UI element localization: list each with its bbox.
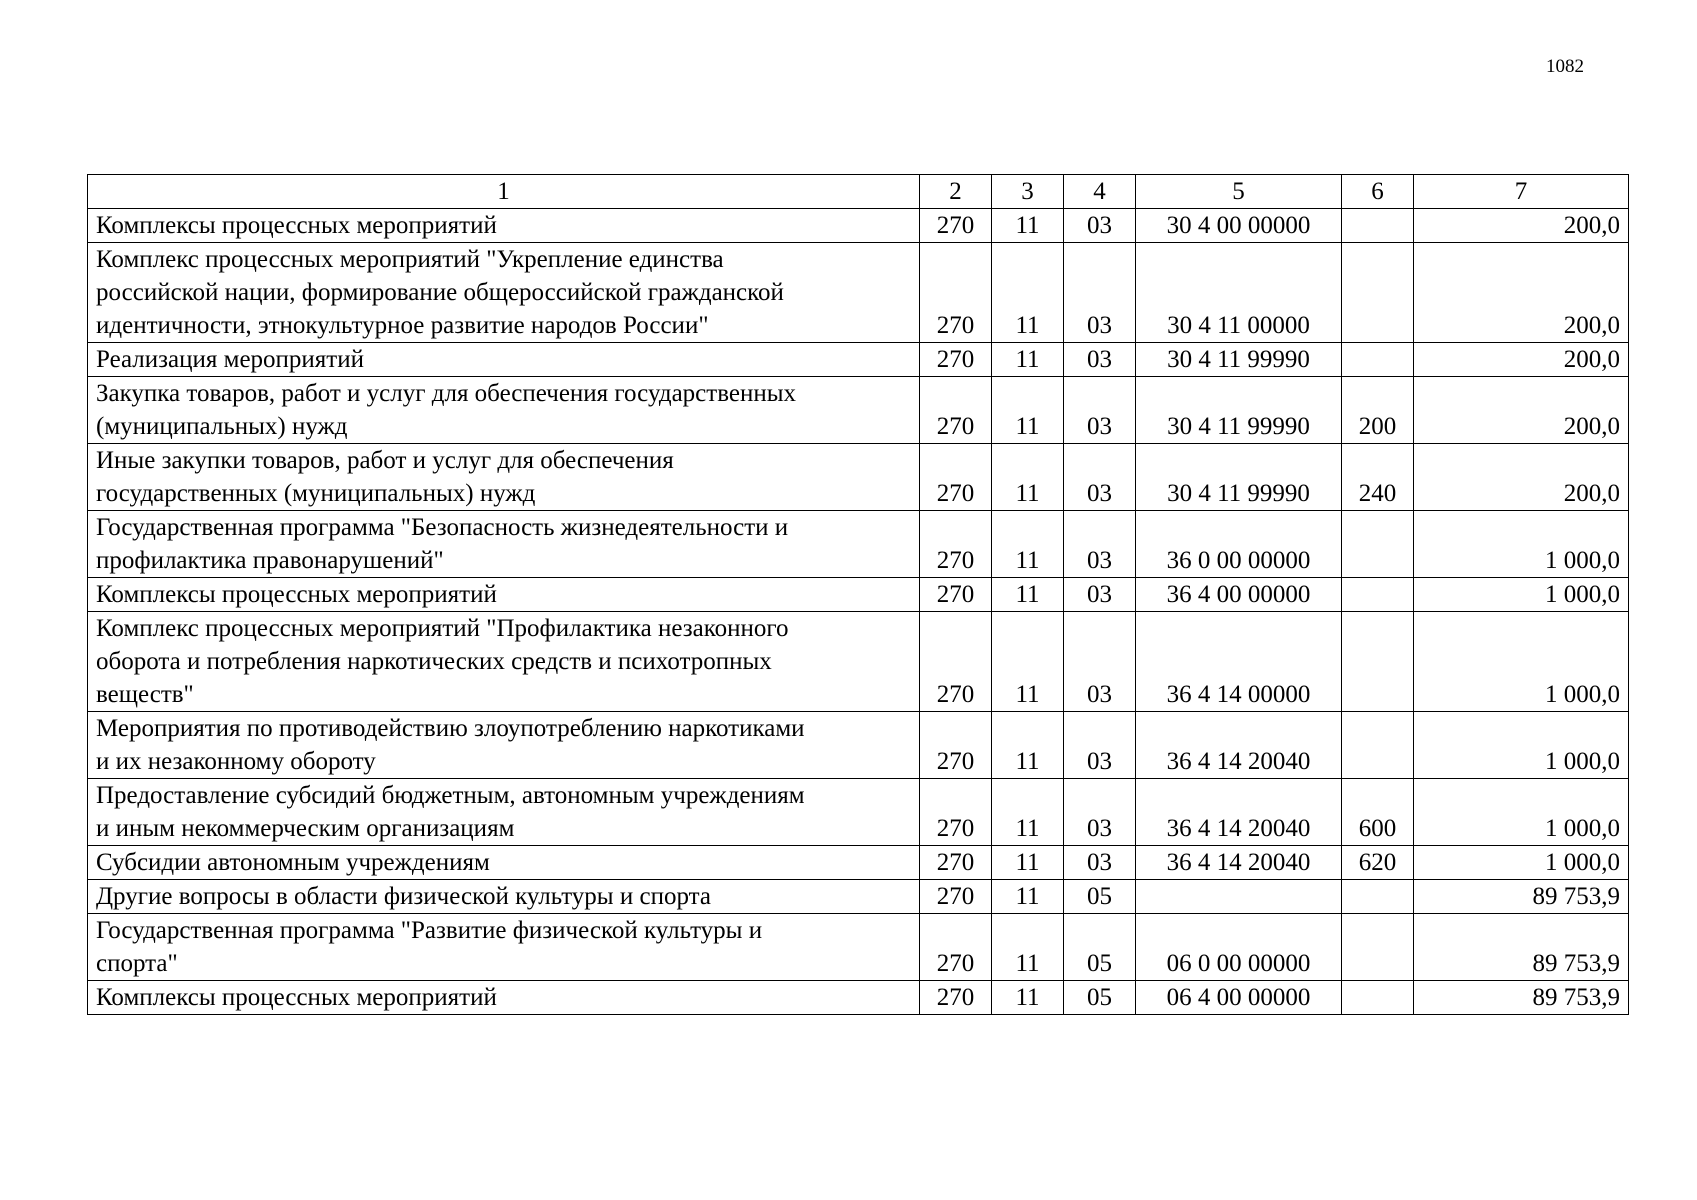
cell-name-line: Иные закупки товаров, работ и услуг для обеспечения <box>96 447 674 474</box>
column-header: 1 <box>88 175 920 209</box>
cell-subsection: 03 <box>1064 712 1136 779</box>
cell-ved: 270 <box>920 444 992 511</box>
table-row <box>88 209 1629 243</box>
cell-section: 11 <box>992 578 1064 612</box>
cell-ved: 270 <box>920 343 992 377</box>
cell-name-line: и их незаконному обороту <box>96 748 376 775</box>
cell-name <box>88 511 920 578</box>
cell-subsection: 05 <box>1064 981 1136 1015</box>
cell-ved: 270 <box>920 981 992 1015</box>
cell-name <box>88 612 920 712</box>
cell-section: 11 <box>992 612 1064 712</box>
cell-amount: 200,0 <box>1414 209 1629 243</box>
cell-expense-type <box>1342 712 1414 779</box>
cell-section: 11 <box>992 712 1064 779</box>
cell-name <box>88 779 920 846</box>
table-row <box>88 444 1629 511</box>
cell-ved: 270 <box>920 914 992 981</box>
table-row <box>88 779 1629 846</box>
cell-expense-type: 240 <box>1342 444 1414 511</box>
cell-amount: 200,0 <box>1414 243 1629 343</box>
cell-target-article: 30 4 11 00000 <box>1136 243 1342 343</box>
cell-name-line: Комплекс процессных мероприятий "Укрепление единства <box>96 246 724 273</box>
cell-expense-type <box>1342 209 1414 243</box>
cell-name-line: российской нации, формирование общероссийской гражданской <box>96 279 784 306</box>
cell-subsection: 03 <box>1064 444 1136 511</box>
cell-target-article: 06 0 00 00000 <box>1136 914 1342 981</box>
cell-section: 11 <box>992 914 1064 981</box>
cell-section: 11 <box>992 243 1064 343</box>
cell-expense-type <box>1342 612 1414 712</box>
cell-expense-type: 600 <box>1342 779 1414 846</box>
cell-amount: 1 000,0 <box>1414 612 1629 712</box>
column-header: 6 <box>1342 175 1414 209</box>
cell-section: 11 <box>992 511 1064 578</box>
cell-expense-type <box>1342 343 1414 377</box>
cell-amount: 1 000,0 <box>1414 511 1629 578</box>
column-header: 5 <box>1136 175 1342 209</box>
cell-expense-type: 200 <box>1342 377 1414 444</box>
cell-subsection: 05 <box>1064 880 1136 914</box>
cell-amount: 1 000,0 <box>1414 846 1629 880</box>
cell-target-article <box>1136 880 1342 914</box>
column-header: 7 <box>1414 175 1629 209</box>
budget-table <box>87 174 1629 1015</box>
cell-subsection: 03 <box>1064 209 1136 243</box>
table-row <box>88 612 1629 712</box>
column-header: 3 <box>992 175 1064 209</box>
cell-amount: 89 753,9 <box>1414 914 1629 981</box>
cell-name <box>88 846 920 880</box>
table-row <box>88 377 1629 444</box>
cell-name-line: Реализация мероприятий <box>96 346 364 373</box>
cell-name-line: Государственная программа "Развитие физической культуры и <box>96 917 763 944</box>
cell-ved: 270 <box>920 578 992 612</box>
cell-subsection: 03 <box>1064 343 1136 377</box>
cell-name-line: Комплексы процессных мероприятий <box>96 984 497 1011</box>
cell-name <box>88 578 920 612</box>
cell-target-article: 30 4 11 99990 <box>1136 444 1342 511</box>
cell-name-line: Закупка товаров, работ и услуг для обеспечения государственных <box>96 380 797 407</box>
cell-name-line: оборота и потребления наркотических средств и психотропных <box>96 648 772 675</box>
cell-subsection: 05 <box>1064 914 1136 981</box>
cell-ved: 270 <box>920 612 992 712</box>
cell-target-article: 36 4 14 00000 <box>1136 612 1342 712</box>
cell-name-line: идентичности, этнокультурное развитие народов России" <box>96 312 709 339</box>
table-row <box>88 846 1629 880</box>
page-number: 1082 <box>1546 56 1584 77</box>
cell-target-article: 36 4 14 20040 <box>1136 846 1342 880</box>
cell-expense-type <box>1342 578 1414 612</box>
table-row <box>88 511 1629 578</box>
cell-ved: 270 <box>920 712 992 779</box>
table-row <box>88 712 1629 779</box>
cell-ved: 270 <box>920 209 992 243</box>
cell-amount: 1 000,0 <box>1414 712 1629 779</box>
cell-target-article: 36 0 00 00000 <box>1136 511 1342 578</box>
cell-target-article: 30 4 00 00000 <box>1136 209 1342 243</box>
cell-expense-type <box>1342 243 1414 343</box>
cell-target-article: 06 4 00 00000 <box>1136 981 1342 1015</box>
cell-name-line: Другие вопросы в области физической культуры и спорта <box>96 883 711 910</box>
cell-amount: 1 000,0 <box>1414 779 1629 846</box>
cell-section: 11 <box>992 779 1064 846</box>
cell-target-article: 36 4 00 00000 <box>1136 578 1342 612</box>
column-header: 4 <box>1064 175 1136 209</box>
cell-expense-type <box>1342 511 1414 578</box>
cell-name-line: спорта" <box>96 950 178 977</box>
cell-name <box>88 914 920 981</box>
cell-section: 11 <box>992 343 1064 377</box>
table-row <box>88 880 1629 914</box>
cell-section: 11 <box>992 377 1064 444</box>
cell-expense-type <box>1342 914 1414 981</box>
cell-section: 11 <box>992 880 1064 914</box>
cell-target-article: 30 4 11 99990 <box>1136 377 1342 444</box>
cell-name <box>88 712 920 779</box>
table-row <box>88 914 1629 981</box>
cell-target-article: 30 4 11 99990 <box>1136 343 1342 377</box>
cell-amount: 89 753,9 <box>1414 880 1629 914</box>
cell-amount: 200,0 <box>1414 343 1629 377</box>
cell-amount: 89 753,9 <box>1414 981 1629 1015</box>
column-header: 2 <box>920 175 992 209</box>
cell-name-line: Комплекс процессных мероприятий "Профилактика незаконного <box>96 615 789 642</box>
cell-name-line: государственных (муниципальных) нужд <box>96 480 536 507</box>
cell-section: 11 <box>992 209 1064 243</box>
cell-name-line: Субсидии автономным учреждениям <box>96 849 490 876</box>
cell-name-line: Комплексы процессных мероприятий <box>96 581 497 608</box>
table-row <box>88 981 1629 1015</box>
cell-ved: 270 <box>920 377 992 444</box>
cell-ved: 270 <box>920 511 992 578</box>
cell-name <box>88 209 920 243</box>
cell-subsection: 03 <box>1064 511 1136 578</box>
table-row <box>88 343 1629 377</box>
cell-name-line: Мероприятия по противодействию злоупотреблению наркотиками <box>96 715 805 742</box>
cell-subsection: 03 <box>1064 612 1136 712</box>
cell-name <box>88 343 920 377</box>
table-row <box>88 243 1629 343</box>
cell-ved: 270 <box>920 846 992 880</box>
cell-amount: 1 000,0 <box>1414 578 1629 612</box>
cell-amount: 200,0 <box>1414 377 1629 444</box>
cell-ved: 270 <box>920 880 992 914</box>
cell-name-line: (муниципальных) нужд <box>96 413 348 440</box>
table-row <box>88 578 1629 612</box>
cell-name-line: Государственная программа "Безопасность жизнедеятельности и <box>96 514 789 541</box>
cell-name-line: и иным некоммерческим организациям <box>96 815 515 842</box>
cell-subsection: 03 <box>1064 846 1136 880</box>
cell-subsection: 03 <box>1064 578 1136 612</box>
cell-name <box>88 243 920 343</box>
cell-name-line: веществ" <box>96 681 194 708</box>
cell-amount: 200,0 <box>1414 444 1629 511</box>
cell-subsection: 03 <box>1064 377 1136 444</box>
cell-section: 11 <box>992 846 1064 880</box>
cell-subsection: 03 <box>1064 779 1136 846</box>
cell-section: 11 <box>992 981 1064 1015</box>
cell-expense-type <box>1342 981 1414 1015</box>
cell-name-line: профилактика правонарушений" <box>96 547 444 574</box>
cell-section: 11 <box>992 444 1064 511</box>
cell-name <box>88 377 920 444</box>
cell-ved: 270 <box>920 779 992 846</box>
cell-name <box>88 981 920 1015</box>
cell-name-line: Предоставление субсидий бюджетным, автономным учреждениям <box>96 782 805 809</box>
cell-target-article: 36 4 14 20040 <box>1136 712 1342 779</box>
cell-name <box>88 444 920 511</box>
cell-subsection: 03 <box>1064 243 1136 343</box>
cell-ved: 270 <box>920 243 992 343</box>
table-header-row <box>88 175 1629 209</box>
cell-expense-type <box>1342 880 1414 914</box>
cell-name-line: Комплексы процессных мероприятий <box>96 212 497 239</box>
cell-name <box>88 880 920 914</box>
cell-target-article: 36 4 14 20040 <box>1136 779 1342 846</box>
cell-expense-type: 620 <box>1342 846 1414 880</box>
